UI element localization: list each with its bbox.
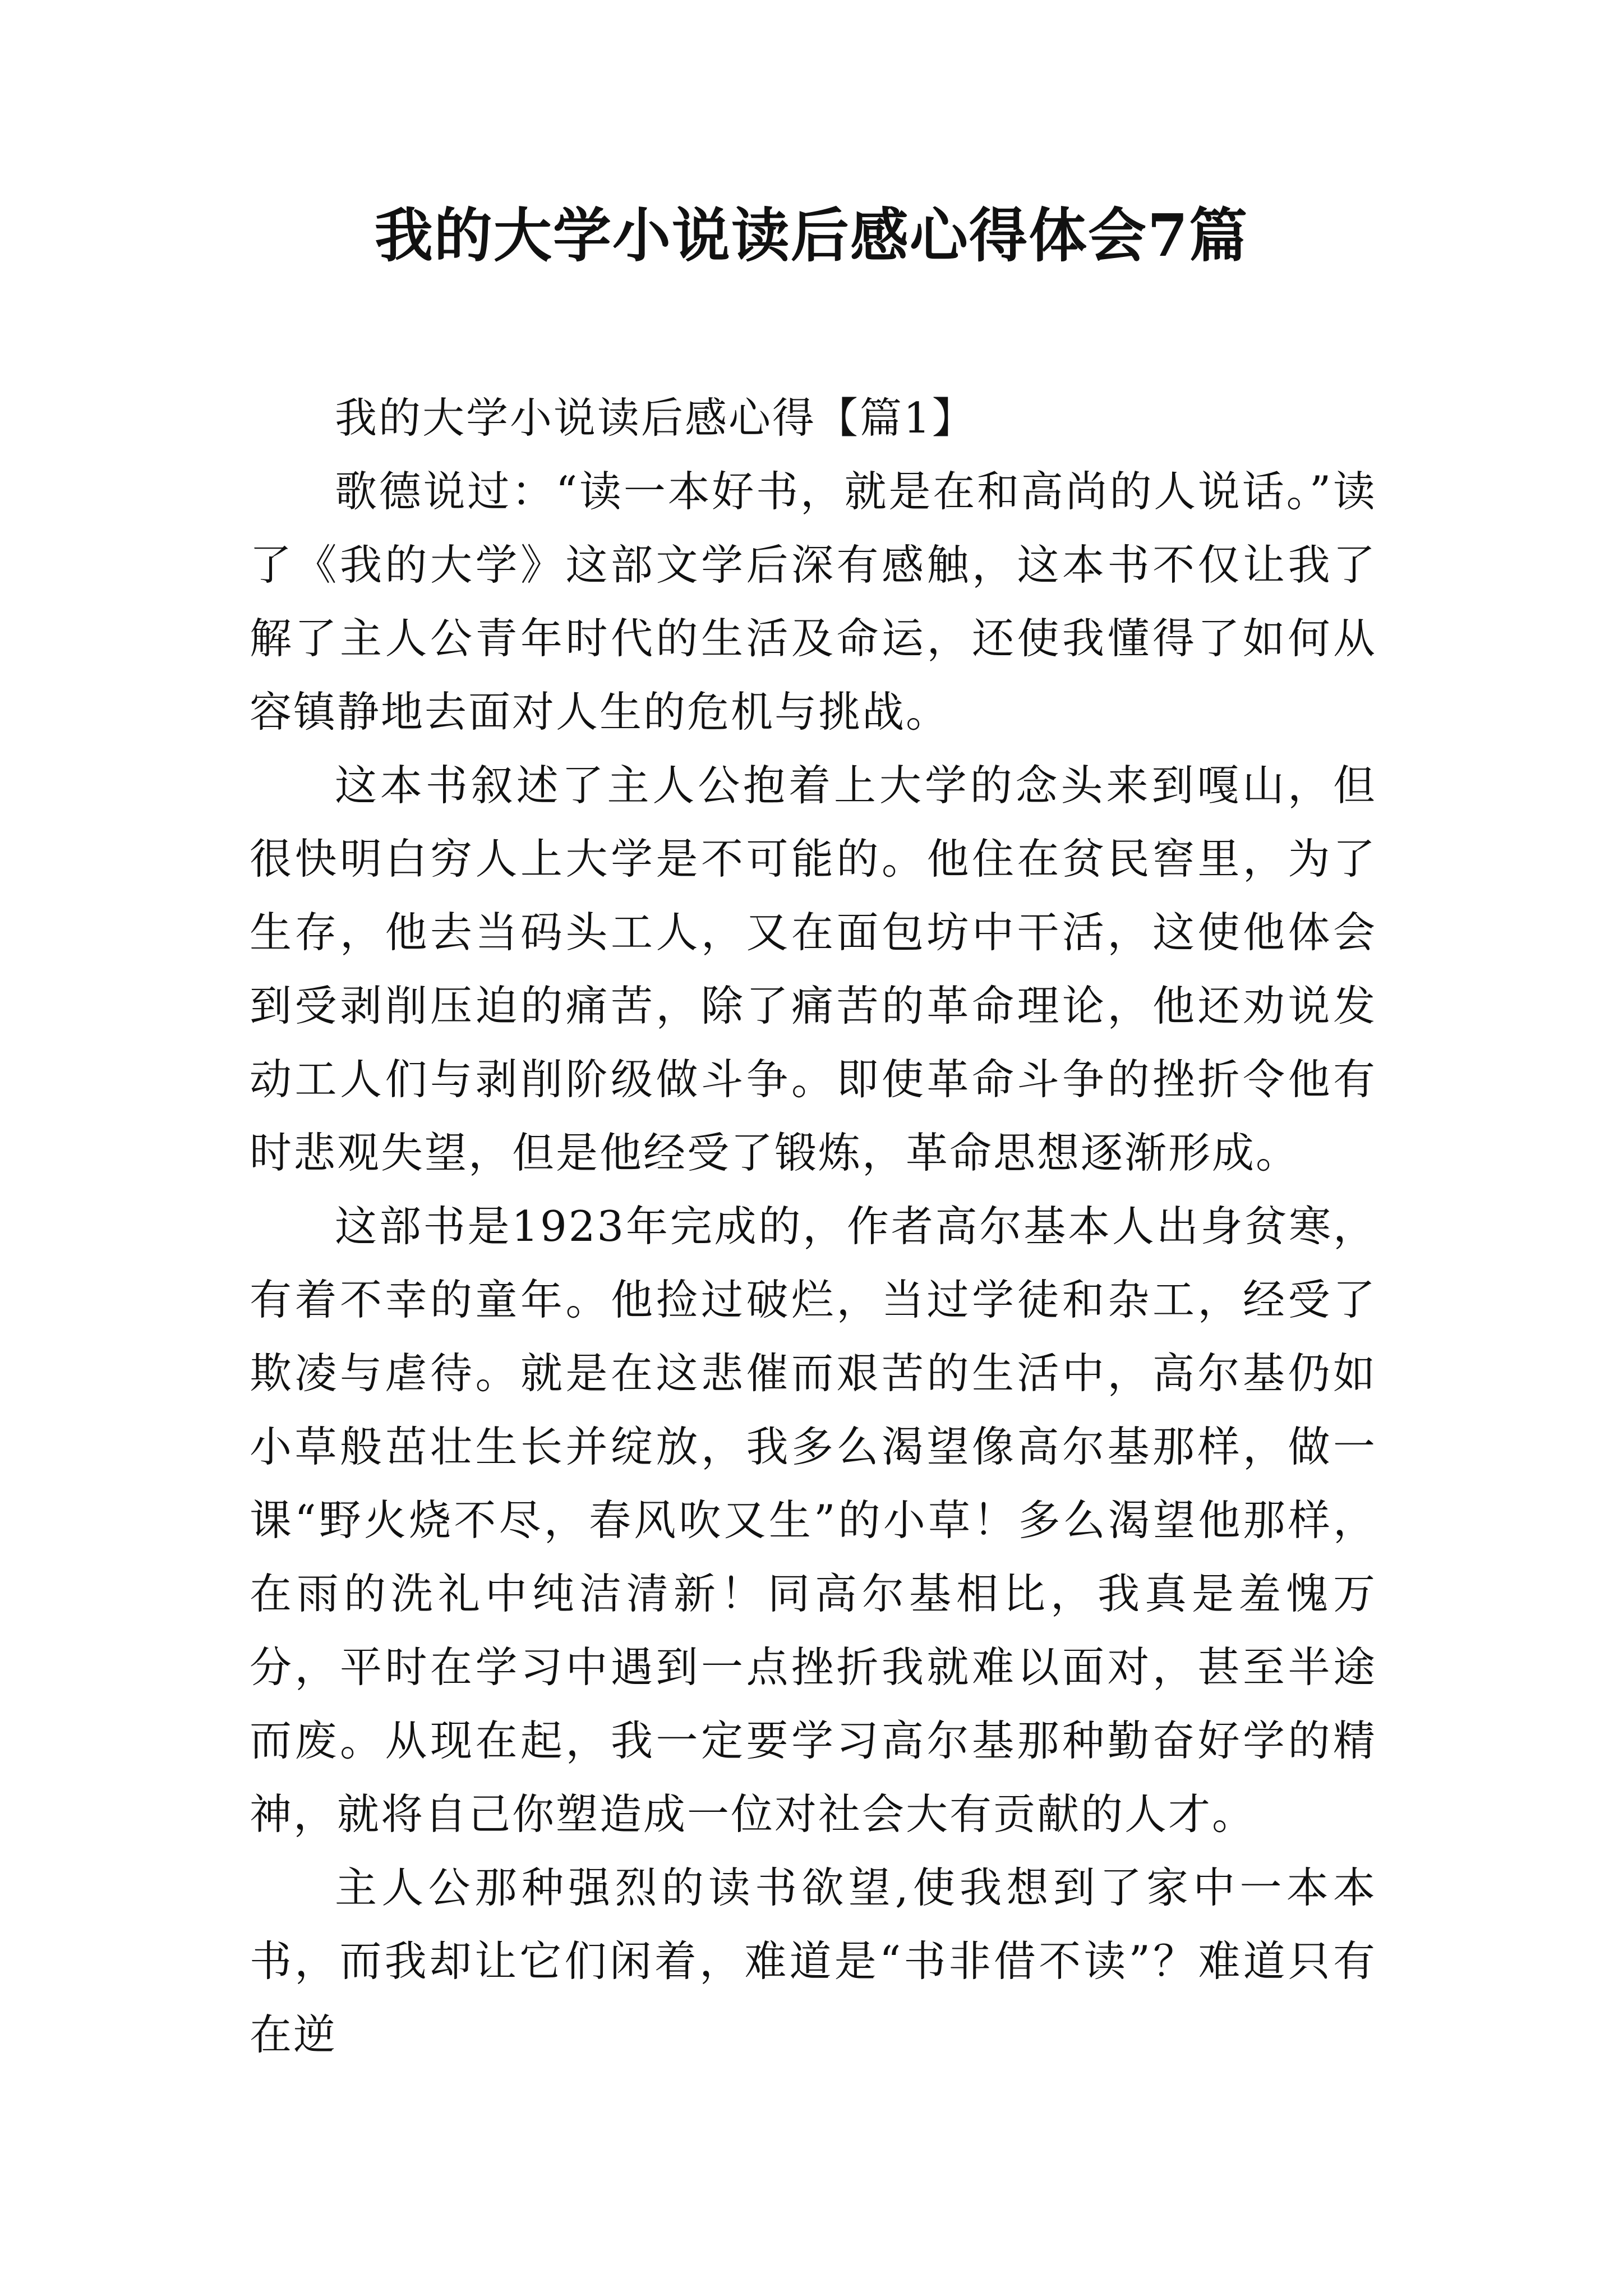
paragraph-3: 这部书是1923年完成的，作者高尔基本人出身贫寒，有着不幸的童年。他捡过破烂，当过学徒和杂工，经受了欺凌与虐待。就是在这悲催而艰苦的生活中，高尔基仍如小草般茁壮生长并绽放，我多么渴望像高尔基那样，做一课“野火烧不尽，春风吹又生”的小草！多么渴望他那样，在雨的洗礼中纯洁清新！同高尔基相比，我真是羞愧万分，平时在学习中遇到一点挫折我就难以面对，甚至半途而废。从现在起，我一定要学习高尔基那种勤奋好学的精神，就将自己你塑造成一位对社会大有贡献的人才。 <box>250 1202 1377 1839</box>
paragraph-4: 主人公那种强烈的读书欲望,使我想到了家中一本本书，而我却让它们闲着，难道是“书非借不读”？难道只有在逆 <box>250 1863 1377 2059</box>
section-heading: 我的大学小说读后感心得【篇1】 <box>335 393 976 443</box>
paragraph-2: 这本书叙述了主人公抱着上大学的念头来到嘎山，但很快明白穷人上大学是不可能的。他住在贫民窖里，为了生存，他去当码头工人，又在面包坊中干活，这使他体会到受剥削压迫的痛苦，除了痛苦的革命理论，他还劝说发动工人们与剥削阶级做斗争。即使革命斗争的挫折令他有时悲观失望，但是他经受了锻炼，革命思想逐渐形成。 <box>250 761 1377 1177</box>
document-title: 我的大学小说读后感心得体会7篇 <box>374 201 1249 270</box>
document-body <box>250 381 1377 2072</box>
paragraph-1: 歌德说过：“读一本好书，就是在和高尚的人说话。”读了《我的大学》这部文学后深有感触，这本书不仅让我了解了主人公青年时代的生活及命运，还使我懂得了如何从容镇静地去面对人生的危机与挑战。 <box>250 467 1377 737</box>
